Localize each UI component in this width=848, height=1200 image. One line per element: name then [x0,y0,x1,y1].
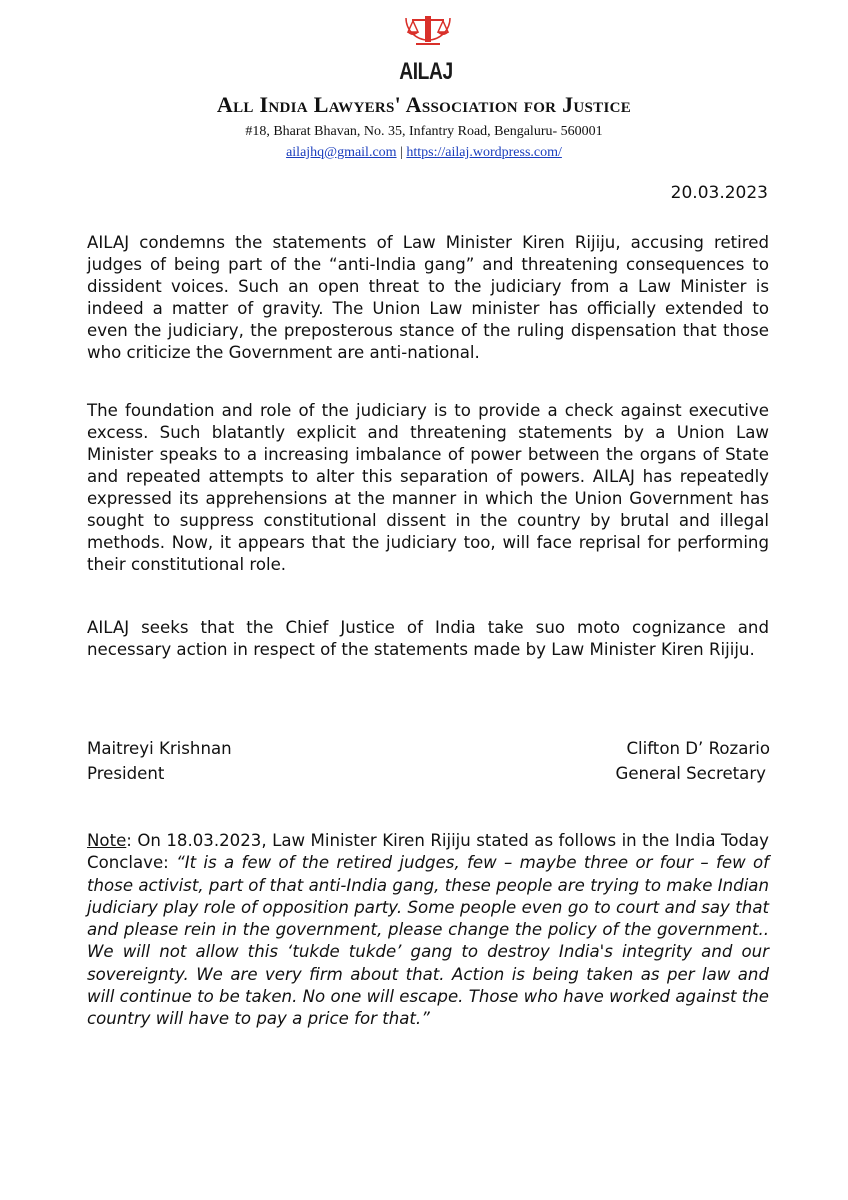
scales-of-justice-icon [402,10,454,60]
note-paragraph [87,830,769,1031]
separator: | [400,145,403,160]
statement-date: 20.03.2023 [670,183,768,203]
signatory-name: Clifton D’ Rozario [626,739,770,758]
website-link[interactable]: https://ailaj.wordpress.com/ [406,145,562,160]
paragraph-condemnation: AILAJ condemns the statements of Law Minister Kiren Rijiju, accusing retired judges of being part of the “anti-India gang” and threatening consequences to dissident voices. Such an open threat to the judiciary from a Law Minister is indeed a matter of gravity. The Union Law minister has officially extended to even the judiciary, the preposterous stance of the ruling dispensation that those who criticize the Government are anti-national. [87,233,769,362]
note-label: Note [87,831,127,850]
paragraph-demand: AILAJ seeks that the Chief Justice of India take suo moto cognizance and necessary action in respect of the statements made by Law Minister Kiren Rijiju. [87,618,769,659]
signatory-title: President [87,764,165,783]
note-quote: “It is a few of the retired judges, few – maybe three or four – few of those activist, part of that anti-India gang, these people are trying to make Indian judiciary play role of opposition party. Some people even go to court and say that and please rein in the government, please change the policy of the government.. We will not allow this ‘tukde tukde’ gang to destroy India's integrity and our sovereignty. We are very firm about that. Action is being taken as per law and will continue to be taken. No one will escape. Those who have worked against the country will have to pay a price for that.” [87,853,769,1029]
organization-address: #18, Bharat Bhavan, No. 35, Infantry Road, Bengaluru- 560001 [245,124,603,139]
organization-name: All India Lawyers' Association for Justice [216,92,632,117]
logo-wordmark: AILAJ [399,58,453,85]
signatory-general-secretary [615,736,770,786]
paragraph-judiciary-role: The foundation and role of the judiciary is to provide a check against executive excess. Such blatantly explicit and threatening statements by a Union Law Minister speaks to a increasing imbalance of power between the organs of State and repeated attempts to alter this separation of powers. AILAJ has repeatedly expressed its apprehensions at the manner in which the Union Government has sought to suppress constitutional dissent in the country by brutal and illegal methods. Now, it appears that the judiciary too, will face reprisal for performing their constitutional role. [87,401,769,574]
contact-line [0,145,848,161]
signatory-name: Maitreyi Krishnan [87,739,232,758]
email-link[interactable]: ailajhq@gmail.com [286,145,397,160]
note-intro: : On 18.03.2023, Law Minister Kiren Rijiju stated as follows in the India Today Conclave: [87,831,769,873]
signatory-title: General Secretary [615,764,766,783]
ailaj-logo [398,10,458,60]
signatory-president [87,736,232,786]
